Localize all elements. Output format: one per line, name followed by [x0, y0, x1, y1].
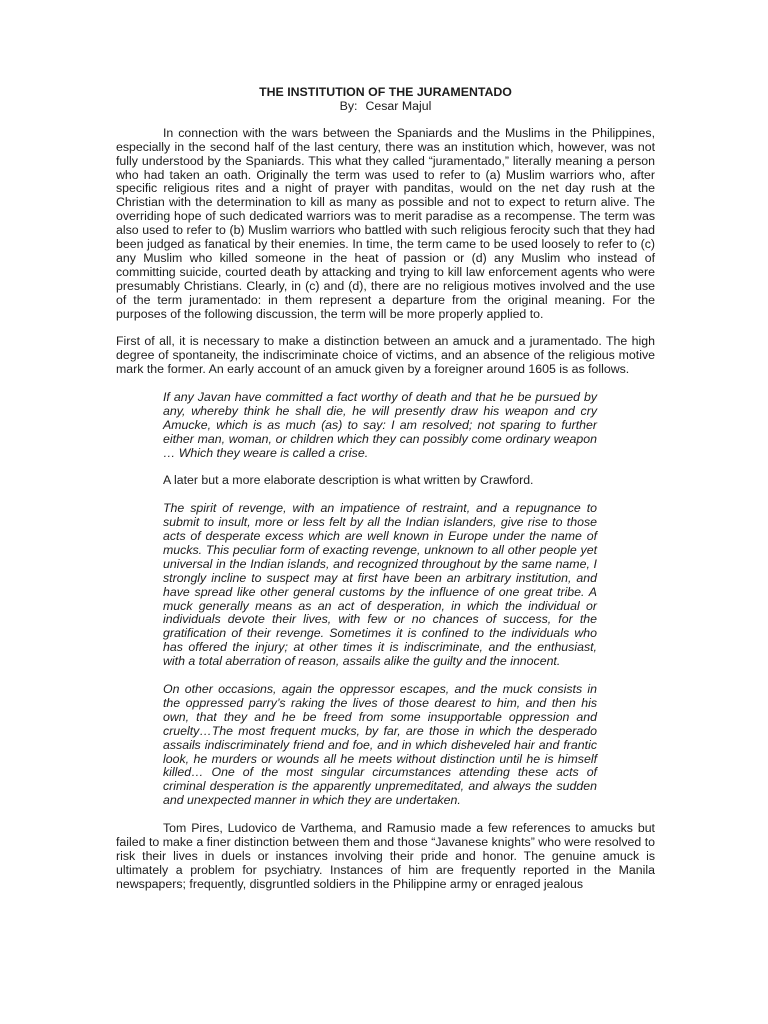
- paragraph-pires: Tom Pires, Ludovico de Varthema, and Ramusio made a few references to amucks but failed to make a finer distinction between them and those “Javanese knights” who were resolved to risk their lives in duels or instances involving their pride and honor. The genuine amuck is ultimately a problem for psychiatry. Instances of him are frequently reported in the Manila newspapers; frequently, disgruntled soldiers in the Philippine army or enraged jealous: [116, 821, 655, 891]
- paragraph-distinction: First of all, it is necessary to make a distinction between an amuck and a juramentado. The high degree of spontaneity, the indiscriminate choice of victims, and an absence of the religious motive mark the former. An early account of an amuck given by a foreigner around 1605 is as follows.: [116, 334, 655, 377]
- byline: [116, 100, 655, 114]
- author-name: Cesar Majul: [365, 98, 432, 113]
- quote-intro-crawford: A later but a more elaborate description is what written by Crawford.: [163, 473, 534, 488]
- document-title: THE INSTITUTION OF THE JURAMENTADO: [259, 85, 512, 99]
- document-body: [116, 86, 655, 892]
- block-quote-crawford-1: The spirit of revenge, with an impatience of restraint, and a repugnance to submit to insult, more or less felt by all the Indian islanders, give rise to those acts of desperate excess which are well known in Europe under the name of mucks. This peculiar form of exacting revenge, unknown to all other people yet universal in the Indian islands, and recognized throughout by the same name, I strongly incline to suspect may at first have been an arbitrary institution, and have spread like other general customs by the influence of one great tribe. A muck generally means as an act of desperation, in which the individual or individuals devote their lives, with few or no chances of success, for the gratification of their revenge. Sometimes it is confined to the individuals who has offered the injury; at other times it is indiscriminate, and the enthusiast, with a total aberration of reason, assails alike the guilty and the innocent.: [163, 501, 597, 669]
- block-quote-crawford-2: On other occasions, again the oppressor escapes, and the muck consists in the oppressed parry’s raking the lives of those dearest to him, and then his own, that they and he be freed from some insupportable oppression and cruelty…The most frequent mucks, by far, are those in which the desperado assails indiscriminately friend and foe, and in which disheveled hair and frantic look, he murders or wounds all he meets without distinction until he is himself killed… One of the most singular circumstances attending these acts of criminal desperation is the apparently unpremeditated, and always the sudden and unexpected manner in which they are undertaken.: [163, 681, 597, 808]
- paragraph-intro: In connection with the wars between the Spaniards and the Muslims in the Philippines, especially in the second half of the last century, there was an institution which, however, was not fully understood by the Spaniards. This what they called “juramentado,” literally meaning a person who had taken an oath. Originally the term was used to refer to (a) Muslim warriors who, after specific religious rites and a night of prayer with panditas, would on the net day rush at the Christian with the determination to kill as many as possible and not to expect to return alive. The overriding hope of such dedicated warriors was to merit paradise as a recompense. The term was also used to refer to (b) Muslim warriors who battled with such religious ferocity such that they had been judged as fanatical by their enemies. In time, the term came to be used loosely to refer to (c) any Muslim who killed someone in the heat of passion or (d) any Muslim who instead of committing suicide, courted death by attacking and trying to kill law enforcement agents who were presumably Christians. Clearly, in (c) and (d), there are no religious motives involved and the use of the term juramentado: in them represent a departure from the original meaning. For the purposes of the following discussion, the term will be more properly applied to.: [116, 125, 655, 321]
- byline-label: By:: [339, 98, 358, 113]
- block-quote-1605-account: If any Javan have committed a fact worthy of death and that he be pursued by any, whereby think he shall die, he will presently draw his weapon and cry Amucke, which is as much (as) to say: I am resolved; not sparing to further either man, woman, or children which they can possibly come ordinary weapon … Which they weare is called a crise.: [163, 390, 597, 460]
